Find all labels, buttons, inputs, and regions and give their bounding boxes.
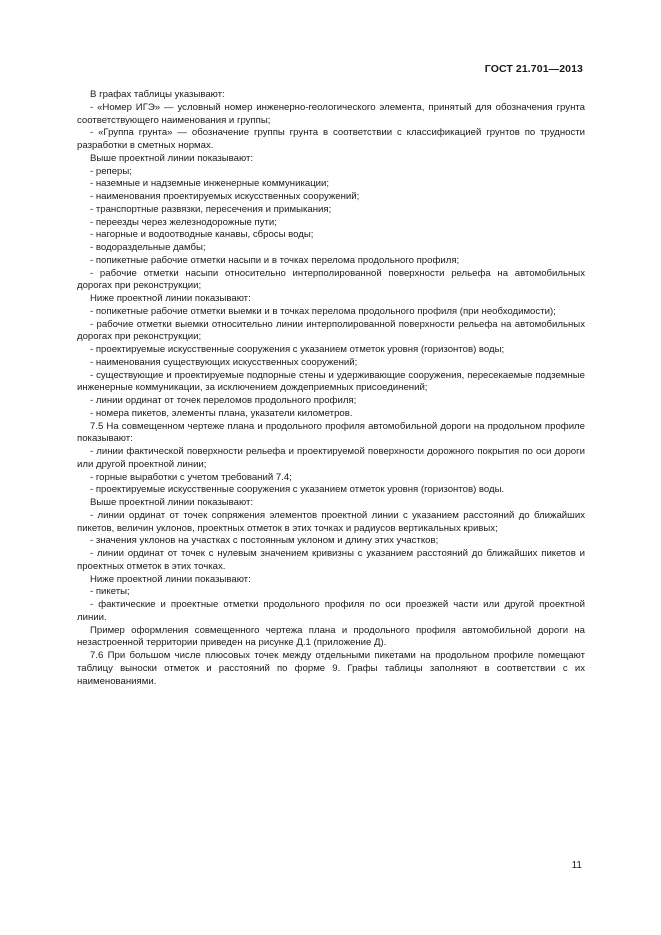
list-item: - рабочие отметки выемки относительно линии интерполированной поверхности рельефа на автомобильных дорогах при реконструкции; (77, 318, 585, 343)
list-item: - попикетные рабочие отметки насыпи и в точках перелома продольного профиля; (90, 254, 460, 266)
list-item: - «Номер ИГЭ» — условный номер инженерно-геологического элемента, принятый для обозначения грунта соответствующего наименования и группы; (77, 101, 585, 126)
list-item: - номера пикетов, элементы плана, указатели километров. (90, 407, 353, 419)
list-item: - наименования проектируемых искусственных сооружений; (90, 191, 360, 202)
document-body (77, 89, 585, 688)
page-number: 11 (571, 860, 582, 871)
list-item: - наземные и надземные инженерные коммуникации; (90, 178, 330, 190)
list-item: - горные выработки с учетом требований 7.4; (90, 471, 292, 483)
list-item: - «Группа грунта» — обозначение группы грунта в соответствии с классификацией грунтов по трудности разработки в сметных нормах. (77, 127, 585, 151)
list-item: - рабочие отметки насыпи относительно интерполированной поверхности рельефа на автомобильных дорогах при реконструкции; (77, 267, 585, 292)
list-item: - транспортные развязки, пересечения и примыкания; (90, 203, 332, 215)
paragraph: Выше проектной линии показывают: (90, 497, 254, 508)
list-item: - проектируемые искусственные сооружения с указанием отметок уровня (горизонтов) воды; (90, 344, 505, 355)
list-item: - нагорные и водоотводные канавы, сбросы воды; (90, 229, 314, 241)
list-item: - попикетные рабочие отметки выемки и в точках перелома продольного профиля (при необходимости); (90, 305, 556, 317)
list-item: - водораздельные дамбы; (90, 242, 206, 253)
paragraph: Ниже проектной линии показывают: (90, 573, 251, 585)
document-code: ГОСТ 21.701—2013 (484, 63, 583, 75)
list-item: - линии ординат от точек переломов продольного профиля; (90, 395, 357, 406)
list-item: - наименования существующих искусственных сооружений; (90, 356, 358, 368)
list-item: - существующие и проектируемые подпорные стены и удерживающие сооружения, пересекаемые подземные инженерные коммуникации, за исключением дождеприемных присоединений; (77, 369, 585, 394)
clause-7-5: 7.5 На совмещенном чертеже плана и продольного профиля автомобильной дороги на продольном профиле показывают: (77, 420, 585, 445)
list-item: - переезды через железнодорожные пути; (90, 216, 277, 228)
list-item: - пикеты; (90, 586, 130, 598)
paragraph: Ниже проектной линии показывают: (90, 293, 251, 304)
paragraph: Выше проектной линии показывают: (90, 152, 254, 164)
list-item: - линии ординат от точек с нулевым значением кривизны с указанием расстояний до ближайших пикетов и проектных отметок в этих точках. (77, 548, 585, 572)
list-item: - реперы; (90, 165, 132, 177)
paragraph: Пример оформления совмещенного чертежа плана и продольного профиля автомобильной дороги на незастроенной территории приведен на рисунке Д.1 (приложение Д). (77, 624, 585, 649)
list-item: - проектируемые искусственные сооружения с указанием отметок уровня (горизонтов) воды. (90, 484, 505, 496)
list-item: - фактические и проектные отметки продольного профиля по оси проезжей части или другой проектной линии. (77, 599, 585, 623)
paragraph: В графах таблицы указывают: (90, 89, 225, 100)
list-item: - линии ординат от точек сопряжения элементов проектной линии с указанием расстояний до ближайших пикетов, величин уклонов, проектных отметок в этих точках и радиусов вертикальных кривых; (77, 509, 585, 534)
list-item: - линии фактической поверхности рельефа и проектируемой поверхности дорожного покрытия по оси дороги или другой проектной линии; (77, 446, 585, 470)
clause-7-6: 7.6 При большом числе плюсовых точек между отдельными пикетами на продольном профиле помещают таблицу выноски отметок и расстояний по форме 9. Графы таблицы заполняют в соответствии с их наименованиями. (77, 650, 585, 687)
list-item: - значения уклонов на участках с постоянным уклоном и длину этих участков; (90, 535, 439, 547)
